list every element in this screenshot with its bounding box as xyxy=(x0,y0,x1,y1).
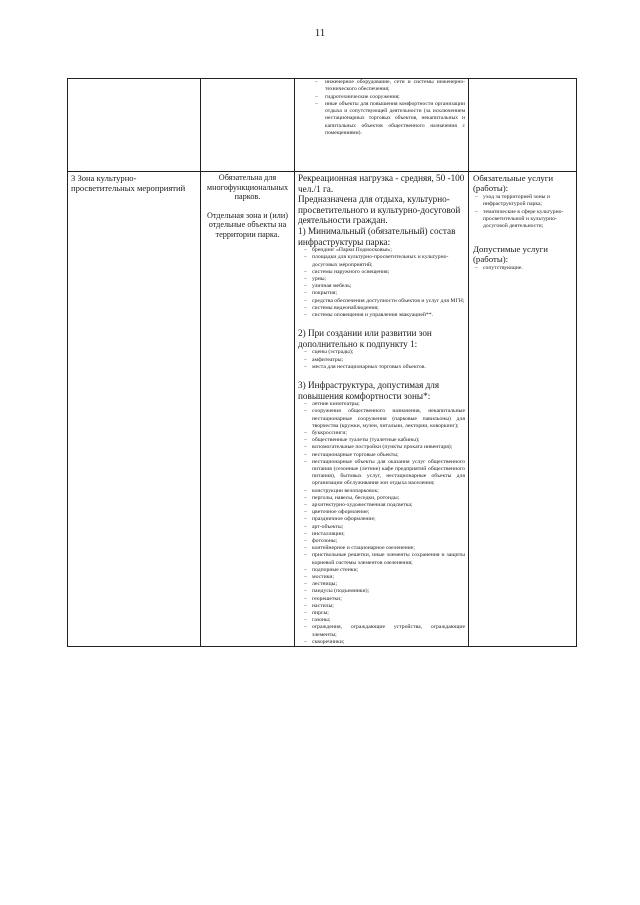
zone-purpose-text: Предназначена для отдыха, культурно-просветительного и культурно-досуговой деятельности граждан. xyxy=(298,194,461,226)
recreational-load-text: Рекреационная нагрузка - средняя, 50 -100 чел./1 га. xyxy=(298,173,465,194)
list-item: – фотозоны; xyxy=(302,538,465,545)
list-item: – системы оповещения и управления эвакуацией**. xyxy=(302,312,465,319)
section-additional-infrastructure xyxy=(298,328,465,371)
list-item: – праздничное оформление; xyxy=(302,516,465,523)
page-number: 11 xyxy=(314,27,326,39)
list-item: – архитектурно-художественная подсветка; xyxy=(302,502,465,509)
list-item: – контейнерное и стационарное озеленение; xyxy=(302,545,465,552)
list-item: – цветочное оформление; xyxy=(302,509,465,516)
section-2-list xyxy=(302,349,465,371)
list-item: – общественные туалеты (туалетные кабины); xyxy=(302,437,465,444)
list-item: – гидротехнические сооружения; xyxy=(313,94,465,101)
list-item: – лестницы; xyxy=(302,581,465,588)
continued-items-list xyxy=(313,79,465,137)
zone-status-cell xyxy=(201,172,295,647)
list-item: – перголы, навесы, беседки, ротонды; xyxy=(302,495,465,502)
section-2-heading: 2) При создании или развитии зон дополнительно к подпункту 1: xyxy=(298,328,432,349)
continued-zone-cell xyxy=(68,79,201,172)
list-item: – покрытия; xyxy=(302,290,465,297)
section-3-heading: 3) Инфраструктура, допустимая для повышения комфортности зоны*: xyxy=(298,379,440,401)
list-item: – приствольные решетки, иные элементы сохранения и защиты корневой системы элементов озеленения; xyxy=(302,552,465,566)
list-item: – брендинг «Парки Подмосковья»; xyxy=(302,247,465,254)
list-item: – газоны; xyxy=(302,617,465,624)
list-item: – уличная мебель; xyxy=(302,283,465,290)
allowed-services-list xyxy=(473,265,573,272)
list-item: – тематические в сфере культурно-просветительной и культурно-досуговой деятельности; xyxy=(473,209,573,231)
required-services-list xyxy=(473,194,573,230)
list-item: – пандусы (подъемники); xyxy=(302,588,465,595)
list-item: – сооружения общественного назначения, некапитальные нестационарные сооружения (парковые павильоны) для творчества (кружки, музеи, читальни, лектории, коворкинг); xyxy=(302,408,465,430)
list-item: – настилы; xyxy=(302,603,465,610)
list-item: – арт-объекты; xyxy=(302,524,465,531)
zone-services-cell xyxy=(469,172,577,647)
zone-name: 3 Зона культурно-просветительных мероприятий xyxy=(68,172,201,647)
list-item: – скворечники; xyxy=(302,639,465,646)
allowed-services-title: Допустимые услуги (работы): xyxy=(473,244,548,265)
section-3-list xyxy=(302,401,465,646)
list-item: – урны; xyxy=(302,276,465,283)
list-item: – ограждения, ограждающие устройства, ограждающие элементы; xyxy=(302,624,465,638)
requirements-table xyxy=(67,78,577,647)
list-item: – буккроссинги; xyxy=(302,430,465,437)
list-item: – инженерное оборудование, сети и системы инженерно-технического обеспечения; xyxy=(313,79,465,94)
zone-infrastructure-cell xyxy=(295,172,469,647)
list-item: – места для нестационарных торговых объектов. xyxy=(302,364,465,371)
list-item: – амфитеатры; xyxy=(302,357,465,364)
section-comfort-infrastructure xyxy=(298,380,465,646)
continued-row xyxy=(68,79,577,172)
zone-status-separate: Отдельная зона и (или) отдельные объекты на территории парка. xyxy=(207,210,288,239)
continued-services-cell xyxy=(469,79,577,172)
list-item: – мостики; xyxy=(302,574,465,581)
list-item: – нестационарные объекты для оказания услуг общественного питания (сезонные (летние) кафе предприятий общественного питания), бытовых услуг, нестационарные объекты для организации обслуживания зон отдыха населения; xyxy=(302,459,465,488)
section-minimal-infrastructure xyxy=(298,226,465,319)
list-item: – подпорные стенки; xyxy=(302,567,465,574)
list-item: – средства обеспечения доступности объектов и услуг для МГН; xyxy=(302,298,465,305)
list-item: – летние кинотеатры; xyxy=(302,401,465,408)
list-item: – нестационарные торговые объекты; xyxy=(302,452,465,459)
list-item: – сопутствующие. xyxy=(473,265,573,272)
continued-infrastructure-cell xyxy=(295,79,469,172)
list-item: – вспомогательные постройки (пункты проката инвентаря); xyxy=(302,444,465,451)
list-item: – системы видеонаблюдения; xyxy=(302,305,465,312)
list-item: – пирсы; xyxy=(302,610,465,617)
list-item: – уход за территорией зоны и инфраструктурой парка; xyxy=(473,194,573,209)
continued-status-cell xyxy=(201,79,295,172)
list-item: – площадки для культурно-просветительных и культурно-досуговых мероприятий; xyxy=(302,254,465,268)
list-item: – сцены (эстрады); xyxy=(302,349,465,356)
section-1-heading: 1) Минимальный (обязательный) состав инфраструктуры парка: xyxy=(298,225,456,247)
list-item: – георешетки; xyxy=(302,596,465,603)
list-item: – конструкции велопарковок; xyxy=(302,488,465,495)
zone-row xyxy=(68,172,577,647)
list-item: – иные объекты для повышения комфортности организации отдыха и сопутствующей деятельности (за исключением нестационарных торговых объектов, некапитальных и капитальных объектов общественного назначения с помещениями). xyxy=(313,101,465,137)
zone-status-required: Обязательна для многофункциональных парков. xyxy=(206,173,289,202)
list-item: – инсталляции; xyxy=(302,531,465,538)
list-item: – системы наружного освещения; xyxy=(302,269,465,276)
required-services-title: Обязательные услуги (работы): xyxy=(473,173,554,193)
section-1-list xyxy=(302,247,465,319)
